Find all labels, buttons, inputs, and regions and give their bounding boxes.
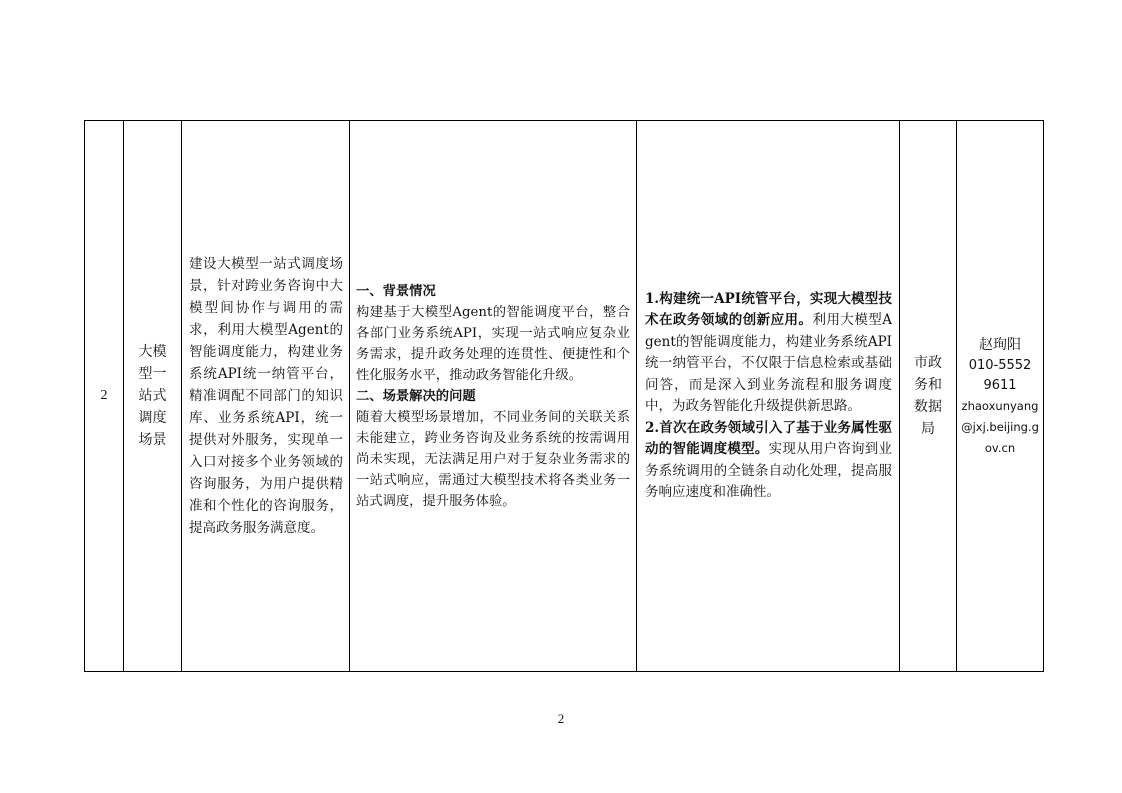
innovation-item-1-title: 1.构建统一API统管平台，实现大模型技术在政务领域的创新应用。 <box>645 290 892 328</box>
innovation-cell <box>637 121 900 672</box>
scenario-name-cell <box>124 121 182 672</box>
background-heading-1: 一、背景情况 <box>356 283 436 299</box>
contact-phone-line-2: 9611 <box>983 377 1017 393</box>
innovation-item-1 <box>645 289 892 418</box>
scenario-table <box>84 120 1044 672</box>
contact-email: zhaoxunyang@jxj.beijing.gov.cn <box>961 398 1039 455</box>
scenario-description-cell <box>182 121 350 672</box>
row-index: 2 <box>100 388 108 404</box>
responsible-unit: 市政务和数据局 <box>914 355 942 437</box>
scenario-name: 大模型一站式调度场景 <box>138 344 167 448</box>
innovation-item-1-text: 利用大模型Agent的智能调度能力，构建业务系统API统一纳管平台，不仅限于信息检索或基础问答，而是深入到业务流程和服务调度中，为政务智能化升级提供新思路。 <box>645 312 893 414</box>
table-row <box>85 121 1044 672</box>
page-number: 2 <box>557 711 565 726</box>
background-cell <box>350 121 637 672</box>
unit-cell <box>900 121 957 672</box>
contact-phone-line-1: 010-5552 <box>968 357 1032 373</box>
contact-cell <box>957 121 1044 672</box>
innovation-item-2-title: 2.首次在政务领域引入了基于业务属性驱动的智能调度模型。 <box>645 419 892 457</box>
background-paragraph-2: 随着大模型场景增加，不同业务间的关联关系未能建立，跨业务咨询及业务系统的按需调用尚未实现，无法满足用户对于复杂业务需求的一站式响应，需通过大模型技术将各类业务一站式调度，提升服务体验。 <box>356 409 630 509</box>
row-index-cell <box>85 121 124 672</box>
background-paragraph-1: 构建基于大模型Agent的智能调度平台，整合各部门业务系统API，实现一站式响应复杂业务需求，提升政务处理的连贯性、便捷性和个性化服务水平，推动政务智能化升级。 <box>356 304 630 383</box>
contact-name: 赵珣阳 <box>979 336 1021 353</box>
background-heading-2: 二、场景解决的问题 <box>356 388 476 404</box>
background-content <box>350 281 636 512</box>
innovation-content <box>637 289 899 504</box>
innovation-item-2-text: 实现从用户咨询到业务系统调用的全链条自动化处理，提高服务响应速度和准确性。 <box>645 441 893 500</box>
innovation-item-2 <box>645 418 892 504</box>
scenario-description: 建设大模型一站式调度场景，针对跨业务咨询中大模型间协作与调用的需求，利用大模型Agent的智能调度能力，构建业务系统API统一纳管平台，精准调配不同部门的知识库、业务系统API，统一提供对外服务，实现单一入口对接多个业务领域的咨询服务，为用户提供精准和个性化的咨询服务，提高政务服务满意度。 <box>189 256 343 536</box>
